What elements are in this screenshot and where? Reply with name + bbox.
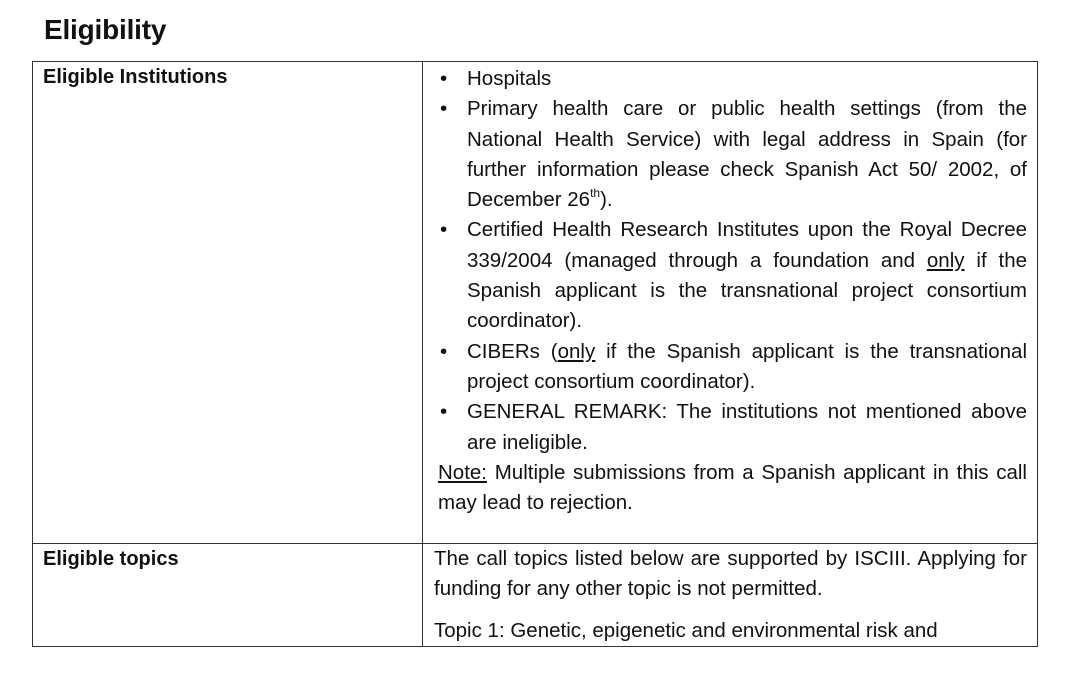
list-item: • CIBERs (only if the Spanish applicant is the transnational project consortium coordinator). bbox=[438, 337, 1027, 398]
list-item: • Primary health care or public health settings (from the National Health Service) with legal address in Spain (for further information please check Spanish Act 50/ 2002, of December 26th). bbox=[438, 94, 1027, 215]
table-row-topics bbox=[33, 544, 1038, 647]
list-item: • GENERAL REMARK: The institutions not mentioned above are ineligible. bbox=[438, 397, 1027, 458]
bullet-icon: • bbox=[440, 400, 448, 424]
institutions-list bbox=[438, 64, 1027, 458]
eligibility-table bbox=[32, 61, 1038, 647]
note-label: Note: bbox=[438, 460, 487, 484]
topic-1-text: Topic 1: Genetic, epigenetic and environmental risk and bbox=[434, 619, 938, 642]
row-label-cell bbox=[33, 544, 423, 647]
list-item: • Certified Health Research Institutes upon the Royal Decree 339/2004 (managed through a foundation and only if the Spanish applicant is the transnational project consortium coordinator). bbox=[438, 215, 1027, 336]
bullet-icon: • bbox=[440, 339, 448, 363]
row-content-cell bbox=[423, 544, 1038, 647]
table-row-institutions bbox=[33, 62, 1038, 544]
section-heading: Eligibility bbox=[44, 14, 167, 45]
bullet-icon: • bbox=[440, 97, 448, 121]
row-label-topics: Eligible topics bbox=[43, 548, 179, 570]
row-content-cell bbox=[423, 62, 1038, 544]
note-text: Multiple submissions from a Spanish applicant in this call may lead to rejection. bbox=[438, 460, 1027, 515]
note-paragraph bbox=[438, 458, 1027, 519]
row-label-cell bbox=[33, 62, 423, 544]
bullet-icon: • bbox=[440, 67, 448, 90]
row-label-institutions: Eligible Institutions bbox=[43, 66, 228, 88]
list-item: • Hospitals bbox=[438, 64, 1027, 94]
bullet-icon: • bbox=[440, 218, 448, 242]
topics-intro: The call topics listed below are supported by ISCIII. Applying for funding for any other topic is not permitted. bbox=[434, 547, 1027, 600]
